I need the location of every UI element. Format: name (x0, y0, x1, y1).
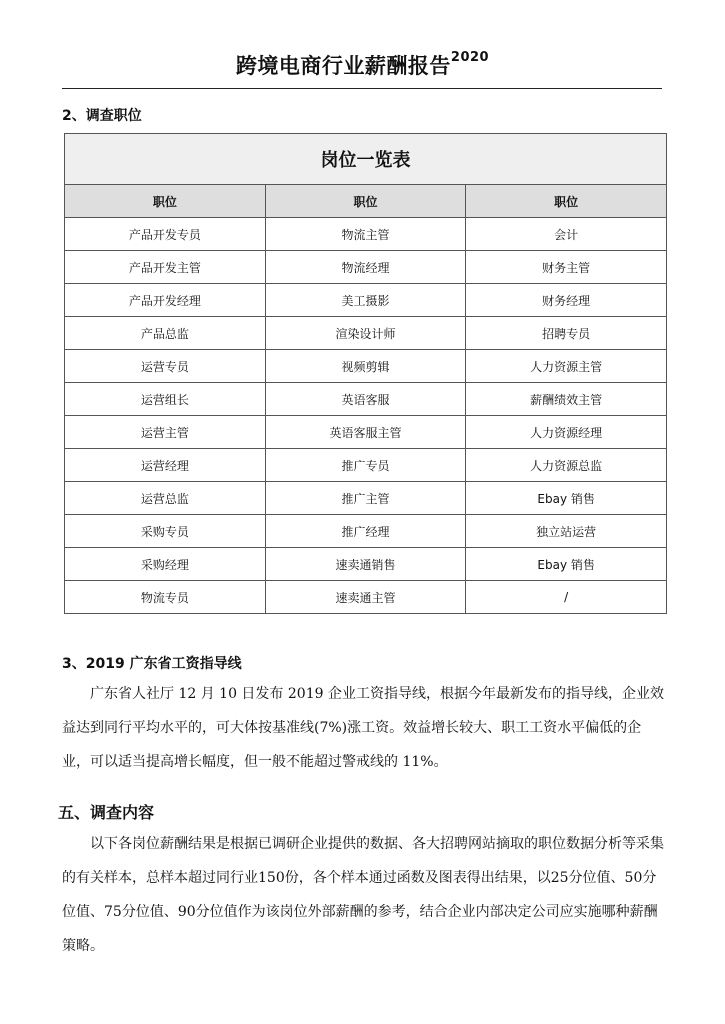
section-3-paragraph: 广东省人社厅 12 月 10 日发布 2019 企业工资指导线，根据今年最新发布的指导线，企业效益达到同行平均水平的，可大体按基准线(7%)涨工资。效益增长较大、职工工资水平偏低的企业，可以适当提高增长幅度，但一般不能超过警戒线的 11%。 (62, 686, 664, 770)
document-title-year: 2020 (450, 50, 490, 65)
table-cell: Ebay 销售 (466, 548, 667, 581)
table-cell: 采购经理 (65, 548, 266, 581)
table-row (65, 581, 667, 614)
table-cell: 采购专员 (65, 515, 266, 548)
table-cell: 产品总监 (65, 317, 266, 350)
table-row (65, 515, 667, 548)
document-title-text: 跨境电商行业薪酬报告 (235, 54, 451, 78)
table-cell: 财务主管 (466, 251, 667, 284)
table-row (65, 350, 667, 383)
table-row (65, 548, 667, 581)
table-cell: 招聘专员 (466, 317, 667, 350)
table-row (65, 416, 667, 449)
table-cell: 产品开发专员 (65, 218, 266, 251)
table-cell: 速卖通销售 (265, 548, 466, 581)
table-row (65, 449, 667, 482)
table-cell: 英语客服 (265, 383, 466, 416)
table-cell: 物流经理 (265, 251, 466, 284)
position-table (64, 133, 667, 614)
section-3-heading: 3、2019 广东省工资指导线 (62, 656, 242, 672)
table-row (65, 284, 667, 317)
section-5-heading: 五、调查内容 (58, 803, 155, 822)
table-cell: 推广经理 (265, 515, 466, 548)
table-caption: 岗位一览表 (65, 134, 667, 185)
document-title (0, 50, 725, 80)
table-cell: 产品开发主管 (65, 251, 266, 284)
table-row (65, 482, 667, 515)
column-header: 职位 (265, 185, 466, 218)
table-cell: 运营组长 (65, 383, 266, 416)
table-cell: 财务经理 (466, 284, 667, 317)
table-cell: 运营专员 (65, 350, 266, 383)
table-cell: 推广专员 (265, 449, 466, 482)
table-row (65, 317, 667, 350)
table-cell: 人力资源经理 (466, 416, 667, 449)
table-cell: 速卖通主管 (265, 581, 466, 614)
table-body (65, 218, 667, 614)
table-cell: 推广主管 (265, 482, 466, 515)
column-header: 职位 (466, 185, 667, 218)
table-cell: 运营总监 (65, 482, 266, 515)
table-cell: 物流主管 (265, 218, 466, 251)
table-cell: Ebay 销售 (466, 482, 667, 515)
section-2-heading: 2、调查职位 (62, 108, 142, 124)
table-cell: / (466, 581, 667, 614)
table-cell: 人力资源主管 (466, 350, 667, 383)
table-cell: 美工摄影 (265, 284, 466, 317)
table-cell: 人力资源总监 (466, 449, 667, 482)
table-cell: 渲染设计师 (265, 317, 466, 350)
table-cell: 独立站运营 (466, 515, 667, 548)
title-divider (62, 88, 662, 89)
section-5-paragraph: 以下各岗位薪酬结果是根据已调研企业提供的数据、各大招聘网站摘取的职位数据分析等采集的有关样本，总样本超过同行业150份，各个样本通过函数及图表得出结果，以25分位值、50分位值、75分位值、90分位值作为该岗位外部薪酬的参考，结合企业内部决定公司应实施哪种薪酬策略。 (62, 836, 664, 954)
table-row (65, 383, 667, 416)
table-header-row (65, 185, 667, 218)
table-cell: 产品开发经理 (65, 284, 266, 317)
table-cell: 运营主管 (65, 416, 266, 449)
table-cell: 运营经理 (65, 449, 266, 482)
table-row (65, 218, 667, 251)
table-row (65, 251, 667, 284)
table-cell: 英语客服主管 (265, 416, 466, 449)
table-cell: 薪酬绩效主管 (466, 383, 667, 416)
table-cell: 物流专员 (65, 581, 266, 614)
column-header: 职位 (65, 185, 266, 218)
table-cell: 视频剪辑 (265, 350, 466, 383)
table-cell: 会计 (466, 218, 667, 251)
